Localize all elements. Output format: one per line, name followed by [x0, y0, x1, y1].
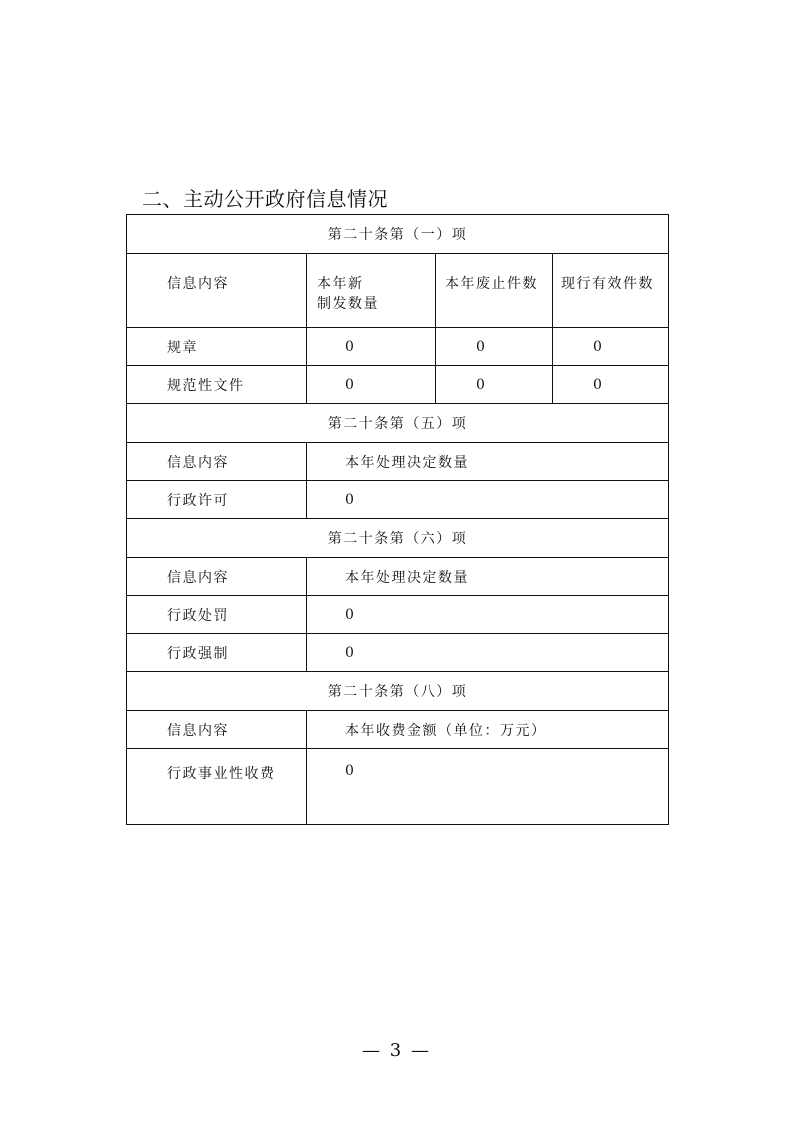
row-new-value: 0 [307, 366, 436, 404]
row-label: 规章 [127, 328, 307, 366]
row-label: 行政处罚 [127, 596, 307, 634]
header-cell [127, 254, 307, 328]
header-info-content: 信息内容 [127, 443, 307, 481]
row-value: 0 [307, 596, 669, 634]
row-abolished-value: 0 [436, 328, 553, 366]
section-title: 第二十条第（一）项 [127, 215, 669, 254]
row-label: 规范性文件 [127, 366, 307, 404]
header-abolished-count: 本年废止件数 [445, 276, 538, 292]
header-cell [553, 254, 669, 328]
header-decision-count: 本年处理决定数量 [307, 558, 669, 596]
section-heading: 二、主动公开政府信息情况 [142, 187, 388, 211]
header-decision-count: 本年处理决定数量 [307, 443, 669, 481]
row-abolished-value: 0 [436, 366, 553, 404]
row-new-value: 0 [307, 328, 436, 366]
table-header-row [127, 558, 669, 596]
page-number: — 3 — [362, 1040, 431, 1061]
header-new-line2: 制发数量 [317, 296, 379, 312]
section-title: 第二十条第（八）项 [127, 672, 669, 711]
row-value: 0 [345, 763, 356, 779]
info-table [126, 214, 669, 825]
table-row [127, 596, 669, 634]
header-cell [307, 254, 436, 328]
header-info-content: 信息内容 [127, 558, 307, 596]
table-header-row [127, 711, 669, 749]
table-header-row [127, 443, 669, 481]
header-fee-amount: 本年收费金额（单位：万元） [307, 711, 669, 749]
header-info-content: 信息内容 [127, 711, 307, 749]
header-valid-count: 现行有效件数 [561, 276, 654, 292]
table-header-row [127, 254, 669, 328]
header-new-line1: 本年新 [317, 276, 364, 292]
header-info-content: 信息内容 [167, 276, 229, 292]
row-value-cell [307, 749, 669, 825]
row-valid-value: 0 [553, 366, 669, 404]
header-new-count [307, 254, 435, 312]
section-title-row [127, 672, 669, 711]
header-cell [436, 254, 553, 328]
row-label: 行政许可 [127, 481, 307, 519]
table-row [127, 749, 669, 825]
row-valid-value: 0 [553, 328, 669, 366]
section-title-row [127, 519, 669, 558]
row-value: 0 [307, 481, 669, 519]
section-title-row [127, 404, 669, 443]
table-row [127, 481, 669, 519]
section-title: 第二十条第（六）项 [127, 519, 669, 558]
row-label: 行政强制 [127, 634, 307, 672]
row-value: 0 [307, 634, 669, 672]
section-title: 第二十条第（五）项 [127, 404, 669, 443]
row-label-cell [127, 749, 307, 825]
table-row [127, 634, 669, 672]
table-row [127, 366, 669, 404]
section-title-row [127, 215, 669, 254]
table-row [127, 328, 669, 366]
row-label: 行政事业性收费 [167, 766, 276, 782]
